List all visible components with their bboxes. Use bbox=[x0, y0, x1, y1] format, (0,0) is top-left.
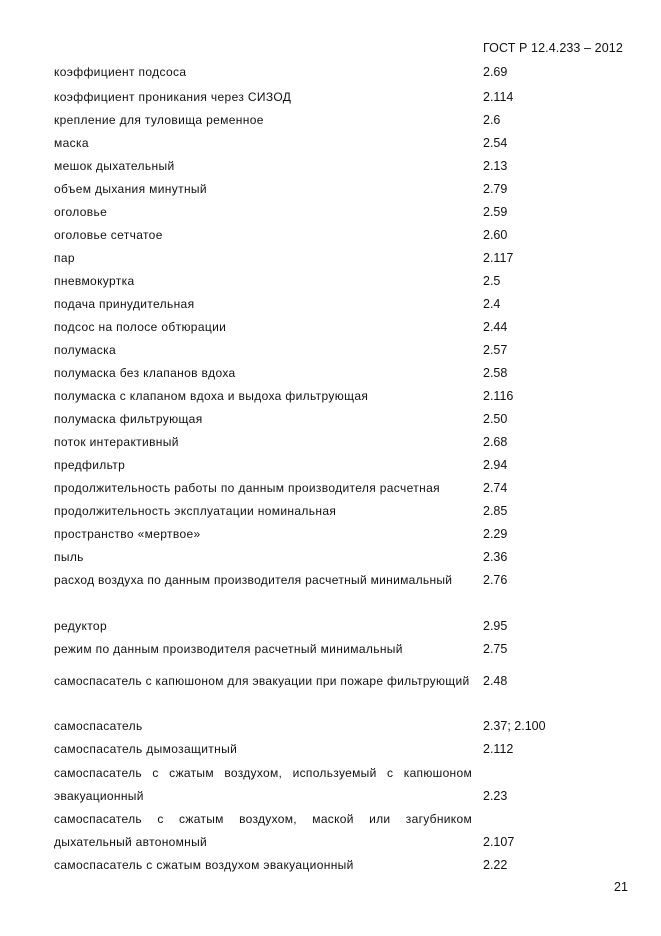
index-term: подсос на полосе обтюрации bbox=[54, 320, 227, 334]
index-term: объем дыхания минутный bbox=[54, 182, 207, 196]
index-reference: 2.95 bbox=[483, 619, 508, 633]
index-term: маска bbox=[54, 136, 89, 150]
index-term: самоспасатель bbox=[54, 719, 143, 733]
index-reference: 2.69 bbox=[483, 65, 508, 79]
index-reference: 2.23 bbox=[483, 789, 508, 803]
document-code-header: ГОСТ Р 12.4.233 – 2012 bbox=[483, 41, 623, 55]
index-term: пространство «мертвое» bbox=[54, 527, 201, 541]
index-term: полумаска без клапанов вдоха bbox=[54, 366, 236, 380]
index-reference: 2.76 bbox=[483, 573, 508, 587]
index-reference: 2.5 bbox=[483, 274, 501, 288]
index-reference: 2.48 bbox=[483, 674, 508, 688]
index-reference: 2.74 bbox=[483, 481, 508, 495]
index-term: оголовье bbox=[54, 205, 108, 219]
index-reference: 2.44 bbox=[483, 320, 508, 334]
index-term: оголовье сетчатое bbox=[54, 228, 163, 242]
index-term: продолжительность эксплуатации номинальная bbox=[54, 504, 337, 518]
index-reference: 2.79 bbox=[483, 182, 508, 196]
index-term: коэффициент проникания через СИЗОД bbox=[54, 90, 292, 104]
index-reference: 2.112 bbox=[483, 742, 514, 756]
index-reference: 2.6 bbox=[483, 113, 501, 127]
index-term: расход воздуха по данным производителя расчетный минимальный bbox=[54, 573, 453, 587]
index-reference: 2.36 bbox=[483, 550, 508, 564]
index-term: полумаска с клапаном вдоха и выдоха фильтрующая bbox=[54, 389, 369, 403]
index-reference: 2.68 bbox=[483, 435, 508, 449]
index-term: пневмокуртка bbox=[54, 274, 135, 288]
index-term: поток интерактивный bbox=[54, 435, 179, 449]
index-reference: 2.4 bbox=[483, 297, 501, 311]
index-term: пар bbox=[54, 251, 75, 265]
index-reference: 2.94 bbox=[483, 458, 508, 472]
index-reference: 2.117 bbox=[483, 251, 514, 265]
page-number: 21 bbox=[614, 880, 628, 894]
index-reference: 2.116 bbox=[483, 389, 514, 403]
index-term: мешок дыхательный bbox=[54, 159, 175, 173]
index-reference: 2.13 bbox=[483, 159, 508, 173]
index-term: коэффициент подсоса bbox=[54, 65, 187, 79]
index-reference: 2.37; 2.100 bbox=[483, 719, 546, 733]
index-term: самоспасатель с капюшоном для эвакуации при пожаре фильтрующий bbox=[54, 674, 470, 688]
index-reference: 2.58 bbox=[483, 366, 508, 380]
index-reference: 2.60 bbox=[483, 228, 508, 242]
index-term: самоспасатель с сжатым воздухом, маской или загубником дыхательный автономный bbox=[54, 812, 472, 849]
index-term: режим по данным производителя расчетный минимальный bbox=[54, 642, 403, 656]
index-reference: 2.114 bbox=[483, 90, 514, 104]
index-reference: 2.50 bbox=[483, 412, 508, 426]
index-reference: 2.107 bbox=[483, 835, 515, 849]
index-reference: 2.29 bbox=[483, 527, 508, 541]
index-reference: 2.57 bbox=[483, 343, 508, 357]
index-term: пыль bbox=[54, 550, 84, 564]
index-term: предфильтр bbox=[54, 458, 126, 472]
index-term: подача принудительная bbox=[54, 297, 195, 311]
index-term: полумаска фильтрующая bbox=[54, 412, 203, 426]
index-reference: 2.22 bbox=[483, 858, 508, 872]
index-reference: 2.59 bbox=[483, 205, 508, 219]
index-reference: 2.75 bbox=[483, 642, 508, 656]
index-term: продолжительность работы по данным производителя расчетная bbox=[54, 481, 440, 495]
index-term: полумаска bbox=[54, 343, 117, 357]
index-term: самоспасатель дымозащитный bbox=[54, 742, 238, 756]
index-term: редуктор bbox=[54, 619, 107, 633]
index-reference: 2.54 bbox=[483, 136, 508, 150]
index-reference: 2.85 bbox=[483, 504, 508, 518]
index-term: самоспасатель с сжатым воздухом эвакуационный bbox=[54, 858, 354, 872]
index-term: самоспасатель с сжатым воздухом, используемый с капюшоном эвакуационный bbox=[54, 766, 472, 803]
index-term: крепление для туловища ременное bbox=[54, 113, 264, 127]
